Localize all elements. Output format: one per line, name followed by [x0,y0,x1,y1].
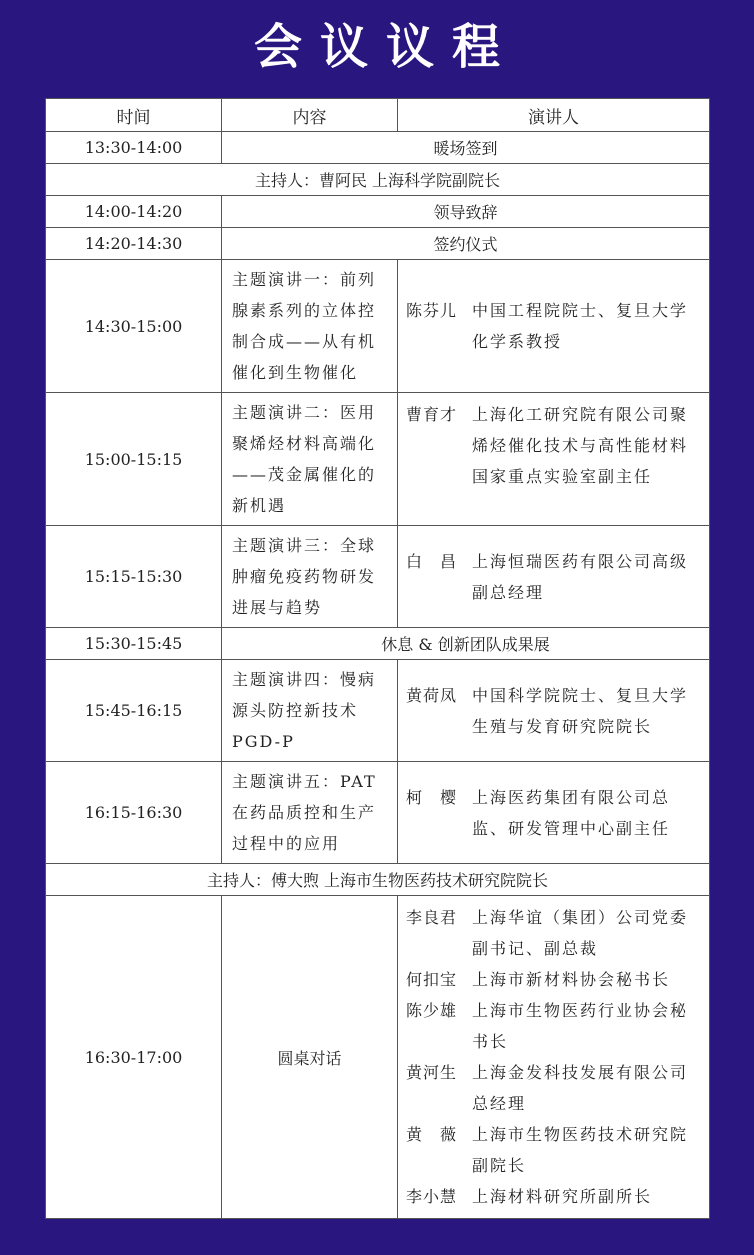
row-time: 16:15-16:30 [46,762,222,864]
row-topic [222,393,398,526]
header-content: 内容 [222,99,398,132]
panelist-name: 陈少雄 [406,1001,458,1020]
row-time: 14:20-14:30 [46,228,222,260]
speaker-desc: 上海恒瑞医药有限公司高级副总经理 [472,551,689,602]
speaker-name: 黄荷凤 [406,685,458,705]
table-row [46,196,710,228]
speaker-desc: 中国科学院院士、复旦大学生殖与发育研究院院长 [472,685,689,736]
row-speaker [398,526,710,628]
panelist-desc: 上海材料研究所副所长 [472,1187,653,1206]
table-row [46,526,710,628]
speaker-desc: 上海化工研究院有限公司聚烯烃催化技术与高性能材料国家重点实验室副主任 [472,405,689,486]
row-time: 14:30-15:00 [46,260,222,393]
table-row [46,896,710,1219]
table-row [46,393,710,526]
speaker-name: 陈芬儿 [406,301,458,320]
row-time: 16:30-17:00 [46,896,222,1219]
row-time: 15:00-15:15 [46,393,222,526]
row-speaker [398,660,710,762]
speaker-name: 曹育才 [406,405,458,424]
row-content: 签约仪式 [222,228,710,260]
row-content: 休息 & 创新团队成果展 [222,628,710,660]
row-time: 15:30-15:45 [46,628,222,660]
speaker-name: 柯 樱 [406,787,458,807]
speaker-desc: 上海医药集团有限公司总监、研发管理中心副主任 [472,787,671,838]
row-topic [222,660,398,762]
panelist-desc: 上海市生物医药行业协会秘书长 [472,1001,689,1051]
panelist-desc: 上海华谊（集团）公司党委副书记、副总裁 [472,908,689,958]
topic-text: 主题演讲二：医用聚烯烃材料高端化——茂金属催化的新机遇 [232,403,377,515]
row-topic [222,762,398,864]
panelist-name: 李小慧 [406,1187,458,1206]
table-row [46,228,710,260]
speaker-desc: 中国工程院院士、复旦大学化学系教授 [472,301,689,351]
row-time: 14:00-14:20 [46,196,222,228]
row-time: 13:30-14:00 [46,132,222,164]
page-title: 会议议程 [253,19,518,75]
header-speaker: 演讲人 [398,99,710,132]
panelist-name: 黄 薇 [406,1125,458,1144]
table-row [46,260,710,393]
row-content: 圆桌对话 [222,896,398,1219]
row-topic [222,526,398,628]
topic-text: 主题演讲一：前列腺素系列的立体控制合成——从有机催化到生物催化 [232,270,377,382]
panelist-name: 黄河生 [406,1063,458,1082]
row-content: 暖场签到 [222,132,710,164]
panelist-name: 李良君 [406,908,458,927]
row-speaker [398,896,710,1219]
topic-text: 主题演讲五：PAT 在药品质控和生产过程中的应用 [232,772,377,853]
agenda-table [45,98,710,1219]
row-content: 领导致辞 [222,196,710,228]
row-speaker [398,762,710,864]
panelist-name: 何扣宝 [406,970,458,989]
header-time: 时间 [46,99,222,132]
host-text: 主持人：曹阿民 上海科学院副院长 [46,164,710,196]
table-row [46,628,710,660]
row-speaker [398,393,710,526]
topic-text: 主题演讲三：全球肿瘤免疫药物研发进展与趋势 [232,536,377,617]
table-row [46,660,710,762]
host-row [46,164,710,196]
panelist-desc: 上海金发科技发展有限公司总经理 [472,1063,689,1113]
row-time: 15:45-16:15 [46,660,222,762]
row-topic [222,260,398,393]
table-row [46,762,710,864]
host-text: 主持人：傅大煦 上海市生物医药技术研究院院长 [46,864,710,896]
row-speaker [398,260,710,393]
panelist-desc: 上海市新材料协会秘书长 [472,970,671,989]
table-header-row [46,99,710,132]
row-time: 15:15-15:30 [46,526,222,628]
speaker-name: 白 昌 [406,551,458,571]
table-row [46,132,710,164]
panelist-desc: 上海市生物医药技术研究院副院长 [472,1125,689,1175]
host-row [46,864,710,896]
topic-text: 主题演讲四：慢病源头防控新技术 PGD-P [232,670,377,751]
